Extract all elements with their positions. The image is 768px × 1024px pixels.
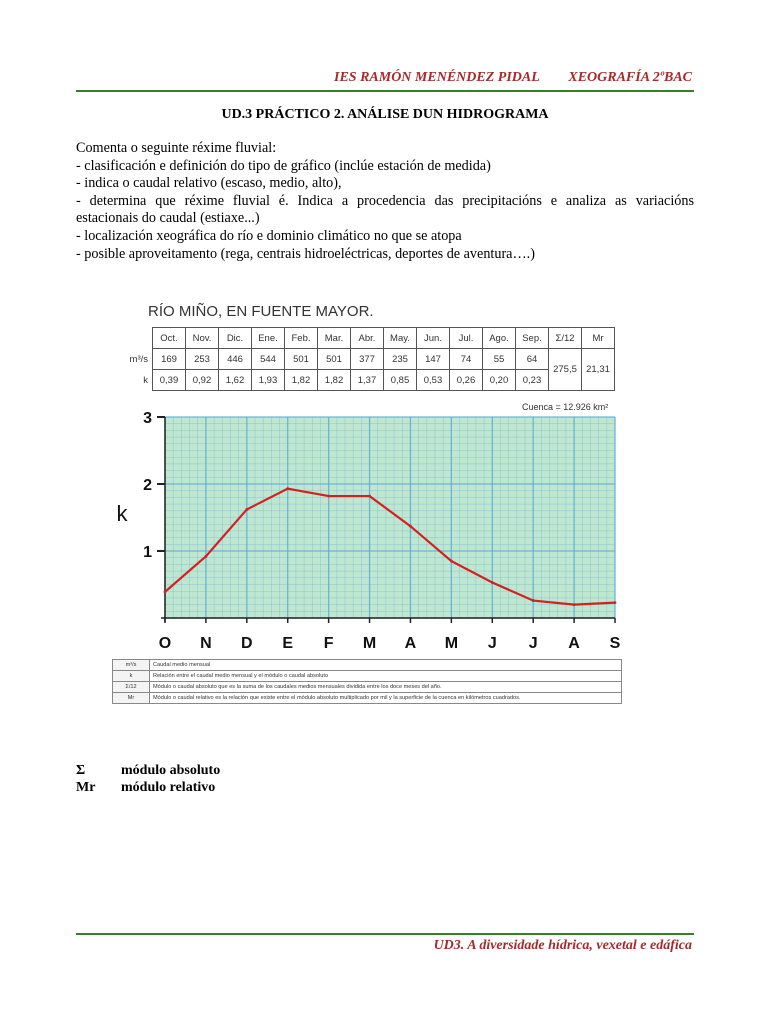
k-cell: 1,82	[318, 370, 351, 391]
month-header: Ene.	[252, 328, 285, 349]
k-cell: 1,93	[252, 370, 285, 391]
notes	[76, 762, 220, 796]
k-data-point	[614, 601, 617, 604]
x-tick-label: A	[404, 635, 417, 652]
month-header: Jun.	[417, 328, 450, 349]
month-header: Jul.	[450, 328, 483, 349]
month-header: Dic.	[219, 328, 252, 349]
instruction-item: - localización xeográfica do río e dominio climático no que se atopa	[76, 227, 462, 244]
x-tick-label: O	[158, 635, 172, 652]
month-header: Ago.	[483, 328, 516, 349]
month-header: Oct.	[153, 328, 186, 349]
k-cell: 0,85	[384, 370, 417, 391]
x-tick-label: N	[200, 635, 212, 652]
flow-cell: 64	[516, 349, 549, 370]
legend-row	[113, 693, 622, 704]
instructions	[76, 140, 694, 263]
k-cell: 1,37	[351, 370, 384, 391]
flow-cell: 501	[285, 349, 318, 370]
x-tick-label: J	[487, 635, 497, 652]
row-label-k: k	[143, 374, 148, 386]
hydrograph-chart	[110, 405, 630, 653]
k-cell: 0,23	[516, 370, 549, 391]
figure-title: RÍO MIÑO, EN FUENTE MAYOR.	[148, 303, 374, 320]
legend-row	[113, 671, 622, 682]
note-row	[76, 762, 220, 779]
k-data-point	[491, 581, 494, 584]
y-tick-label: 3	[143, 410, 152, 427]
note-symbol: Mr	[76, 780, 96, 795]
legend-desc: Relación entre el caudal medio mensual y el módulo o caudal absoluto	[150, 671, 622, 682]
k-cell: 0,20	[483, 370, 516, 391]
k-cell: 1,62	[219, 370, 252, 391]
flow-cell: 74	[450, 349, 483, 370]
sum-header: Σ/12	[549, 328, 582, 349]
month-header: Nov.	[186, 328, 219, 349]
flow-cell: 169	[153, 349, 186, 370]
k-cell: 0,39	[153, 370, 186, 391]
note-row	[76, 779, 220, 796]
month-header: Sep.	[516, 328, 549, 349]
k-data-point	[245, 508, 248, 511]
k-data-point	[450, 560, 453, 563]
instruction-item: - clasificación e definición do tipo de gráfico (inclúe estación de medida)	[76, 157, 491, 174]
k-cell: 0,26	[450, 370, 483, 391]
legend-row	[113, 660, 622, 671]
note-text: módulo relativo	[121, 780, 216, 795]
instruction-item: - determina que réxime fluvial é. Indica a procedencia das precipitacións e analiza as variacións	[76, 192, 694, 209]
k-data-point	[205, 555, 208, 558]
k-data-point	[368, 495, 371, 498]
x-tick-label: E	[282, 635, 294, 652]
legend-abbr: m³/s	[113, 660, 150, 671]
legend-desc: Módulo o caudal absoluto que es la suma de los caudales medios mensuales dividida entre los doce meses del año.	[150, 682, 622, 693]
subject-name: XEOGRAFÍA 2ºBAC	[568, 70, 692, 85]
note-symbol: Σ	[76, 763, 86, 778]
flow-data-table	[118, 327, 615, 391]
x-tick-label: S	[609, 635, 621, 652]
k-cell: 0,92	[186, 370, 219, 391]
relative-module-cell: 21,31	[582, 349, 615, 391]
x-tick-label: M	[444, 635, 459, 652]
legend-row	[113, 682, 622, 693]
legend-abbr: k	[113, 671, 150, 682]
flow-cell: 147	[417, 349, 450, 370]
y-tick-label: 2	[143, 477, 152, 494]
page-title: UD.3 PRÁCTICO 2. ANÁLISE DUN HIDROGRAMA	[221, 107, 549, 122]
month-header: Abr.	[351, 328, 384, 349]
y-tick-label: 1	[143, 544, 152, 561]
instruction-item: estacionais do caudal (estiaxe...)	[76, 210, 260, 227]
page-footer	[76, 933, 694, 953]
x-tick-label: J	[528, 635, 538, 652]
table-corner	[118, 328, 153, 349]
school-name: IES RAMÓN MENÉNDEZ PIDAL	[334, 70, 540, 85]
k-cell: 1,82	[285, 370, 318, 391]
k-data-point	[573, 603, 576, 606]
page-header	[76, 68, 694, 92]
legend-table	[112, 659, 622, 704]
legend-abbr: Σ/12	[113, 682, 150, 693]
month-header: Mar.	[318, 328, 351, 349]
y-axis-label: k	[116, 501, 128, 527]
flow-cell: 235	[384, 349, 417, 370]
instruction-item: - indica o caudal relativo (escaso, medio, alto),	[76, 175, 342, 192]
flow-cell: 544	[252, 349, 285, 370]
instructions-lead: Comenta o seguinte réxime fluvial:	[76, 140, 277, 156]
legend-abbr: Mr	[113, 693, 150, 704]
month-header: May.	[384, 328, 417, 349]
basin-area: Cuenca = 12.926 km²	[522, 402, 609, 412]
x-tick-label: F	[323, 635, 334, 652]
k-data-point	[532, 599, 535, 602]
x-tick-label: M	[362, 635, 377, 652]
k-data-point	[409, 525, 412, 528]
k-data-point	[327, 495, 330, 498]
flow-cell: 55	[483, 349, 516, 370]
x-tick-label: D	[241, 635, 253, 652]
flow-cell: 446	[219, 349, 252, 370]
k-cell: 0,53	[417, 370, 450, 391]
absolute-module-cell: 275,5	[549, 349, 582, 391]
flow-cell: 501	[318, 349, 351, 370]
month-header: Feb.	[285, 328, 318, 349]
mr-header: Mr	[582, 328, 615, 349]
instruction-item: - posible aproveitamento (rega, centrais hidroeléctricas, deportes de aventura….)	[76, 245, 535, 262]
note-text: módulo absoluto	[121, 763, 221, 778]
flow-cell: 377	[351, 349, 384, 370]
legend-desc: Caudal medio mensual	[150, 660, 622, 671]
footer-text: UD3. A diversidade hídrica, vexetal e edáfica	[433, 938, 692, 953]
flow-cell: 253	[186, 349, 219, 370]
x-tick-label: A	[568, 635, 580, 652]
legend-desc: Módulo o caudal relativo es la relación que existe entre el módulo absoluto multiplicado por mil y la superficie de la cuenca en kilómetros cuadrados.	[150, 693, 622, 704]
row-label-flow: m³/s	[129, 353, 148, 365]
k-data-point	[286, 487, 289, 490]
k-data-point	[164, 590, 167, 593]
